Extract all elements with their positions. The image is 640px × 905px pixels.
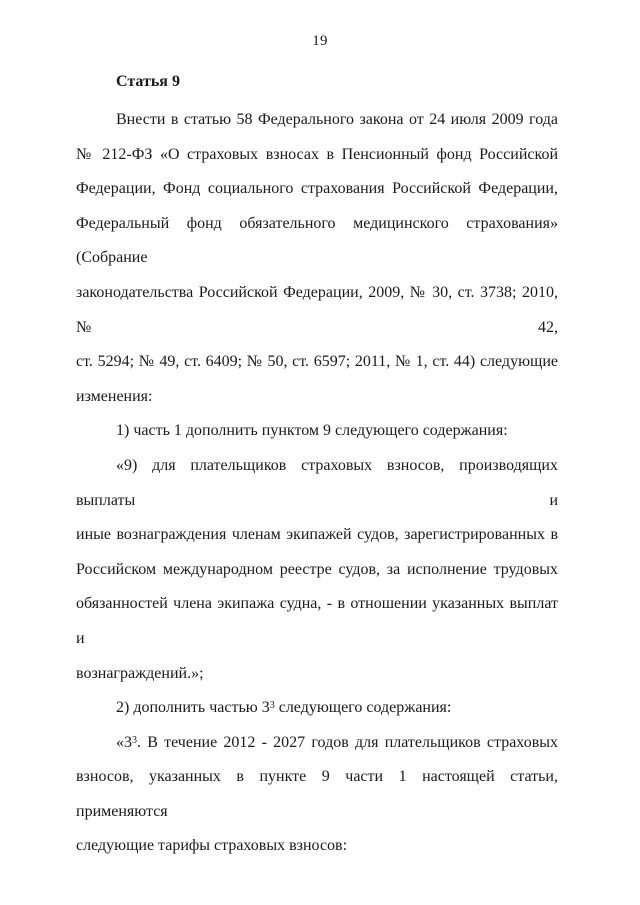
superscript: 3 xyxy=(269,700,275,712)
text-line: № 212-ФЗ «О страховых взносах в Пенсионный фонд Российской xyxy=(76,145,558,163)
paragraph-item-2 xyxy=(76,691,558,726)
text-line: Федеральный фонд обязательного медицинского страхования» (Собрание xyxy=(76,214,558,267)
text-fragment: «3 xyxy=(116,733,132,751)
article-title: Статья 9 xyxy=(116,73,180,90)
text-line: 1) часть 1 дополнить пунктом 9 следующего содержания: xyxy=(116,422,508,440)
text-line: ст. 5294; № 49, ст. 6409; № 50, ст. 6597; 2011, № 1, ст. 44) следующие xyxy=(76,353,558,371)
text-line: Внести в статью 58 Федерального закона от 24 июля 2009 года xyxy=(116,111,558,128)
text-line: изменения: xyxy=(76,387,153,405)
text-line: Российском международном реестре судов, за исполнение трудовых xyxy=(76,560,558,578)
text-fragment: . В течение 2012 - 2027 годов для плательщиков страховых xyxy=(137,733,558,751)
text-line: следующие тарифы страховых взносов: xyxy=(76,837,348,855)
text-line: Федерации, Фонд социального страхования Российской Федерации, xyxy=(76,180,558,198)
text-fragment: 2) дополнить частью 3 xyxy=(116,699,270,717)
paragraph-item-1 xyxy=(76,414,558,449)
text-fragment: следующего содержания: xyxy=(274,699,452,717)
paragraph-part-3-3-text xyxy=(76,726,558,864)
text-line: вознаграждений.»; xyxy=(76,664,204,682)
text-line xyxy=(76,691,558,726)
text-line: законодательства Российской Федерации, 2009, № 30, ст. 3738; 2010, № 42, xyxy=(76,283,558,336)
superscript: 3 xyxy=(132,734,137,746)
text-line: взносов, указанных в пункте 9 части 1 настоящей статьи, применяются xyxy=(76,768,558,820)
text-line: «9) для плательщиков страховых взносов, производящих выплаты и xyxy=(76,456,558,509)
paragraph-item-9-text xyxy=(76,449,558,691)
text-line xyxy=(76,726,558,761)
page-number: 19 xyxy=(312,33,328,49)
text-line: иные вознаграждения членам экипажей судов, зарегистрированных в xyxy=(76,526,558,544)
text-line: обязанностей члена экипажа судна, - в отношении указанных выплат и xyxy=(76,595,558,647)
paragraph-amendment-intro xyxy=(76,103,558,414)
article-body xyxy=(76,103,558,864)
